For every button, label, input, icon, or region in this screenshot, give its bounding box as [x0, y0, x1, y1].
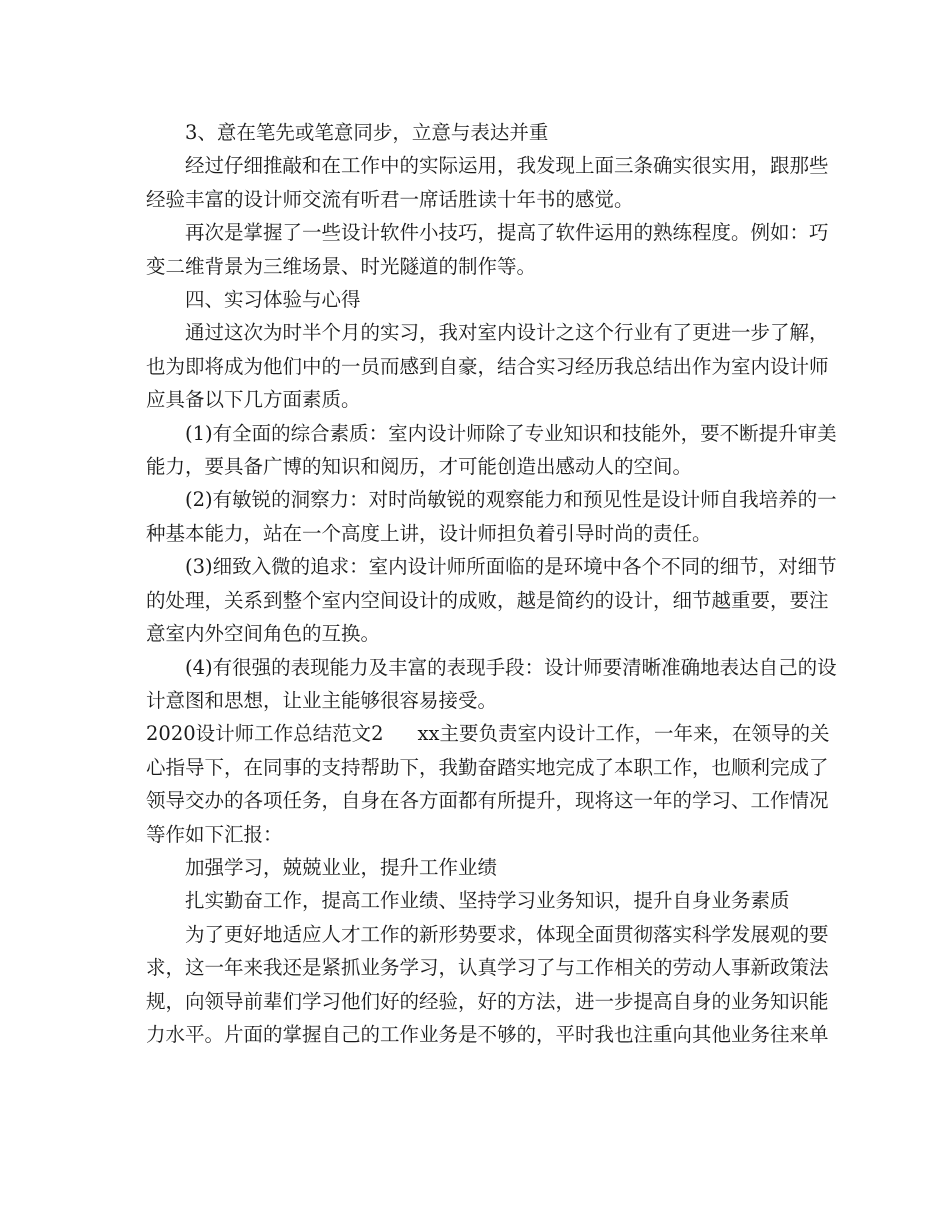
- paragraph: [146, 550, 837, 650]
- paragraph: [146, 116, 811, 149]
- text-line: 为了更好地适应人才工作的新形势要求，体现全面贯彻落实科学发展观的要: [185, 922, 829, 946]
- subheading: [146, 884, 811, 917]
- paragraph: [146, 483, 837, 550]
- document-body: [146, 116, 837, 1051]
- text-line: 再次是掌握了一些设计软件小技巧，提高了软件运用的熟练程度。例如：巧: [185, 221, 829, 245]
- text-line: [146, 717, 830, 750]
- paragraph: [146, 717, 830, 851]
- text-line: 也为即将成为他们中的一员而感到自豪，结合实习经历我总结出作为室内设计师: [146, 354, 829, 378]
- text-line: 加强学习，兢兢业业，提升工作业绩: [185, 855, 498, 879]
- text-line: (2)有敏锐的洞察力：对时尚敏锐的观察能力和预见性是设计师自我培养的一: [185, 488, 837, 512]
- text-line: 通过这次为时半个月的实习，我对室内设计之这个行业有了更进一步了解，: [185, 321, 829, 345]
- text-line: (3)细致入微的追求：室内设计师所面临的是环境中各个不同的细节，对细节: [185, 555, 837, 579]
- text-line: 扎实勤奋工作，提高工作业绩、坚持学习业务知识，提升自身业务素质: [185, 889, 790, 913]
- text-line: 等作如下汇报：: [146, 822, 283, 846]
- text-line: 规，向领导前辈们学习他们好的经验，好的方法，进一步提高自身的业务知识能: [146, 989, 829, 1013]
- text-line: 的处理，关系到整个室内空间设计的成败，越是简约的设计，细节越重要，要注: [146, 588, 829, 612]
- text-line: 四、实习体验与心得: [185, 288, 361, 312]
- text-line: (1)有全面的综合素质：室内设计师除了专业知识和技能外，要不断提升审美: [185, 421, 837, 445]
- paragraph: [146, 149, 829, 216]
- paragraph: [146, 417, 837, 484]
- text-line: 种基本能力，站在一个高度上讲，设计师担负着引导时尚的责任。: [146, 521, 712, 545]
- text-line: 经过仔细推敲和在工作中的实际运用，我发现上面三条确实很实用，跟那些: [185, 154, 829, 178]
- paragraph: [146, 216, 829, 283]
- paragraph: [146, 651, 837, 718]
- text-line: 经验丰富的设计师交流有听君一席话胜读十年书的感觉。: [146, 187, 634, 211]
- text-line: 计意图和思想，让业主能够很容易接受。: [146, 688, 498, 712]
- text-line: 心指导下，在同事的支持帮助下，我勤奋踏实地完成了本职工作，也顺利完成了: [146, 755, 829, 779]
- text-line: 能力，要具备广博的知识和阅历，才可能创造出感动人的空间。: [146, 455, 693, 479]
- text-line: 3、意在笔先或笔意同步，立意与表达并重: [185, 121, 549, 144]
- text-line: 应具备以下几方面素质。: [146, 388, 361, 412]
- section-heading: [146, 851, 811, 884]
- text-line: 求，这一年来我还是紧抓业务学习，认真学习了与工作相关的劳动人事新政策法: [146, 956, 829, 980]
- text-line: 变二维背景为三维场景、时光隧道的制作等。: [146, 254, 537, 278]
- text-line: 力水平。片面的掌握自己的工作业务是不够的，平时我也注重向其他业务往来单: [146, 1022, 829, 1046]
- text-line: 领导交办的各项任务，自身在各方面都有所提升，现将这一年的学习、工作情况: [146, 789, 829, 813]
- article-title: 2020设计师工作总结范文2: [146, 722, 384, 746]
- text-line: (4)有很强的表现能力及丰富的表现手段：设计师要清晰准确地表达自己的设: [185, 655, 837, 679]
- section-heading: [146, 283, 811, 316]
- article-lead: xx主要负责室内设计工作，一年来，在领导的关: [417, 722, 830, 746]
- text-line: 意室内外空间角色的互换。: [146, 622, 381, 646]
- paragraph: [146, 918, 829, 1052]
- paragraph: [146, 316, 829, 416]
